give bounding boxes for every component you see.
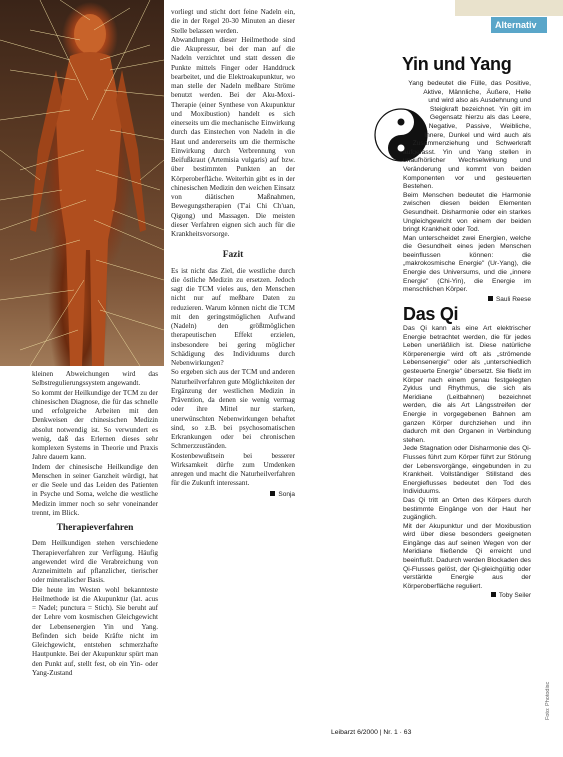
section-tab-label: Alternativ [495, 20, 537, 30]
col3-signature-2 [403, 592, 531, 601]
col3-paragraph-2: Beim Menschen bedeutet die Harmonie zwischen diesen beiden Elementen Gesundheit. Disharmonie oder ein starkes Ungleichgewicht von einem der beiden bringt Krankheit oder Tod. [403, 191, 531, 234]
col2-author-name: Sonja [278, 490, 295, 498]
section-tab [491, 17, 547, 33]
col2-paragraph-3: Es ist nicht das Ziel, die westliche durch die östliche Medizin zu ersetzen. Jedoch sagt die TCM vieles aus, den Menschen nicht nur auf meßbare Daten zu reduzieren. Warum können nicht die TCM mit den geringstmöglichen Aufwand (Nadeln) den größtmöglichen therapeutischen Effekt erzielen, insbesondere bei gering möglicher Schädigung des Individuums durch Nebenwirkungen? [171, 266, 295, 367]
article-column-1 [32, 370, 158, 678]
col2-paragraph-4: So ergeben sich aus der TCM und anderen Naturheilverfahren gute Möglichkeiten der Ergänzung der westlichen Medizin in Prävention, da denen sie wenig vermag oder ihre Mittel nur starken, unerwünschten Nebenwirkungen behaftet sind, so z.B. bei psychosomatischen Erkrankungen oder bei chronischen Schmerzzuständen. [171, 368, 295, 451]
figure-body-shape [56, 52, 122, 366]
col3-paragraph-4: Das Qi kann als eine Art elektrischer Energie betrachtet werden, die für jedes Leben unerläßlich ist. Diese natürliche Körperenergie wird oft als „strömende Lebensenergie" oder als „unterschiedlich gesteuerte Energie" übersetzt. Sie fließt im Körper nach einem genau festgelegten Zyklus und Rhythmus, die sich als Meridiane (Leitbahnen) bezeichnet werden, die als Art Längsstreifen der Energie in vorgegebenen Bahnen am ganzen Körper durchziehen und ihn dadurch mit den Organen in Verbindung stehen. [403, 325, 531, 444]
heading-yin-und-yang: Yin und Yang [402, 54, 512, 74]
signature-square-icon [270, 491, 275, 496]
col1-paragraph-4: Die heute im Westen wohl bekannteste Heilmethode ist die Akupunktur (lat. acus = Nadel; punctura = Stich). Sie beruht auf der Lehre vom kosmischen Gleichgewicht der Lebensenergien Yin und Yang. Befinden sich beide Kräfte nicht im Gleichgewicht, entstehen schmerzhafte Hautpunkte. Bei der Akupunktur spürt man den Punkt auf, stellt fest, ob ein Yin- oder Yang-Zustand [32, 585, 158, 677]
figure-right-arm-shape [116, 70, 146, 232]
col3-paragraph-3: Man unterscheidet zwei Energien, welche die Gesundheit eines jeden Menschen beeinflussen können: die „makrokosmische Energie" (Ur-Yang), die Energie des Universums, und die „innere Energie" (Chi-Yin), die Energie im menschlichen Körper. [403, 234, 531, 294]
acupuncture-figure-illustration [0, 0, 164, 366]
col3-paragraph-7: Mit der Akupunktur und der Moxibustion wird über diese besonders geeigneten Eingänge das auf seinen Wegen von der Meridiane fließende Qi erreicht und beeinflußt. Dadurch werden Blockaden des Qi-Flusses gelöst, der Qi-gleichgültig oder verstärkte Energie aus der Körperoberfläche reguliert. [403, 522, 531, 590]
col1-paragraph-3: Dem Heilkundigen stehen verschiedene Therapieverfahren zur Verfügung. Häufig angewendet wird die Verabreichung von Arzneimitteln auf pflanzlicher, tierischer oder mineralischer Basis. [32, 539, 158, 585]
header-banner [455, 0, 563, 16]
page-footer: Leibarzt 6/2000 | Nr. 1 · 63 [331, 729, 412, 736]
col3-signature-1-name: Sauli Reese [495, 295, 531, 303]
col3-paragraph-5: Jede Stagnation oder Disharmonie des Qi-Flusses führt zum Körper führt zur Störung der Lebensvorgänge, eingebunden in zu Krankheit. Vollständiger Stillstand des Energieflusses bedeutet den Tod des Individuums. [403, 445, 531, 496]
signature-square-icon [491, 592, 496, 597]
col2-paragraph-5: Kostenbewußtsein bei besserer Wirksamkeit dürfte zum Umdenken anregen und macht die Naturheilverfahren für die Zukunft interessant. [171, 451, 295, 488]
col1-intro: kleinen Abweichungen wird das Selbstregulierungssystem angewandt. [32, 370, 158, 388]
article-column-2 [171, 8, 295, 499]
signature-square-icon [488, 296, 493, 301]
col3-signature-2-name: Toby Seiler [498, 592, 531, 600]
col3-signature-1 [403, 296, 531, 305]
col1-paragraph-2: Indem der chinesische Heilkundige den Menschen in seiner Ganzheit würdigt, hat er die Seele und das Leiden des Patienten in Psyche und Soma, welche die westliche Medizin immer noch so sehr voneinander trennt, im Blick. [32, 462, 158, 517]
heading-das-qi: Das Qi [403, 304, 459, 325]
col1-paragraph-1: So kommt der Heilkundige der TCM zu der chinesischen Diagnose, die für das schnelle und erfolgreiche Arbeiten mit den Denkweisen der chinesischen Medizin absolut notwendig ist. So verwundert es wenig, daß das Erlernen dieses sehr komplexen Systems in Theorie und Praxis Jahre dauern kann. [32, 388, 158, 462]
col3-paragraph-6: Das Qi tritt an Orten des Körpers durch bestimmte Eingänge von der Haut her zugänglich. [403, 496, 531, 522]
heading-therapieverfahren: Therapieverfahren [56, 523, 134, 533]
figure-left-arm-shape [30, 70, 62, 232]
acupuncture-figure-photo [0, 0, 164, 366]
heading-fazit: Fazit [222, 250, 244, 261]
col3-paragraph-1: Yang bedeutet die Fülle, das Positive, Aktive, Männliche, Äußere, Helle und wird also als Ausdehnung und Steigkraft bezeichnet. Yin gilt im Gegensatz hierzu als das Leere, Negative, Passive, Weibliche, Innere, Dunkel und wird auch als Zusammenziehung und Schwerkraft aufgefasst. Yin und Yang stellen in unaufhörlicher Wechselwirkung und Veränderung und kommt von beiden Komponenten vor und gesteuerten Bestehen. [403, 80, 531, 191]
col2-paragraph-2: Abwandlungen dieser Heilmethode sind die Akupressur, bei der man auf die Nadeln verzichtet und statt dessen die Punkte mittels Finger oder Handdruck bearbeitet, und die Elektroakupunktur, wo man stelle der Nadeln meßbare Ströme benutzt werden. Bei der Aku-Moxi-Therapie (einer Synthese von Akupunktur und Moxibustion) handelt es sich einerseits um die mechanische Einwirkung durch das Einstechen von Nadeln in die Haut und andererseits um die thermische Einwirkung durch Verbrennung von Beifußkraut (Artemisia vulgaris) auf bzw. über bestimmten Punkten an der Körperoberfläche. Weiterhin gibt es in der chinesischen Medizin den weichen Einsatz von diätischen Maßnahmen, Bewegungstherapien (T'ai Chi Ch'uan, Qigong) und Massagen. Die meisten dieser Verfahren eignen sich auch für die Krankheitsvorsorge. [171, 35, 295, 238]
col2-author-signature [171, 490, 295, 499]
col2-paragraph-1: vorliegt und sticht dort feine Nadeln ein, die in der Regel 20-30 Minuten an dieser Stelle belassen werden. [171, 8, 295, 35]
article-column-3 [403, 80, 531, 601]
photo-credit: Foto: Photodisc [545, 681, 551, 720]
